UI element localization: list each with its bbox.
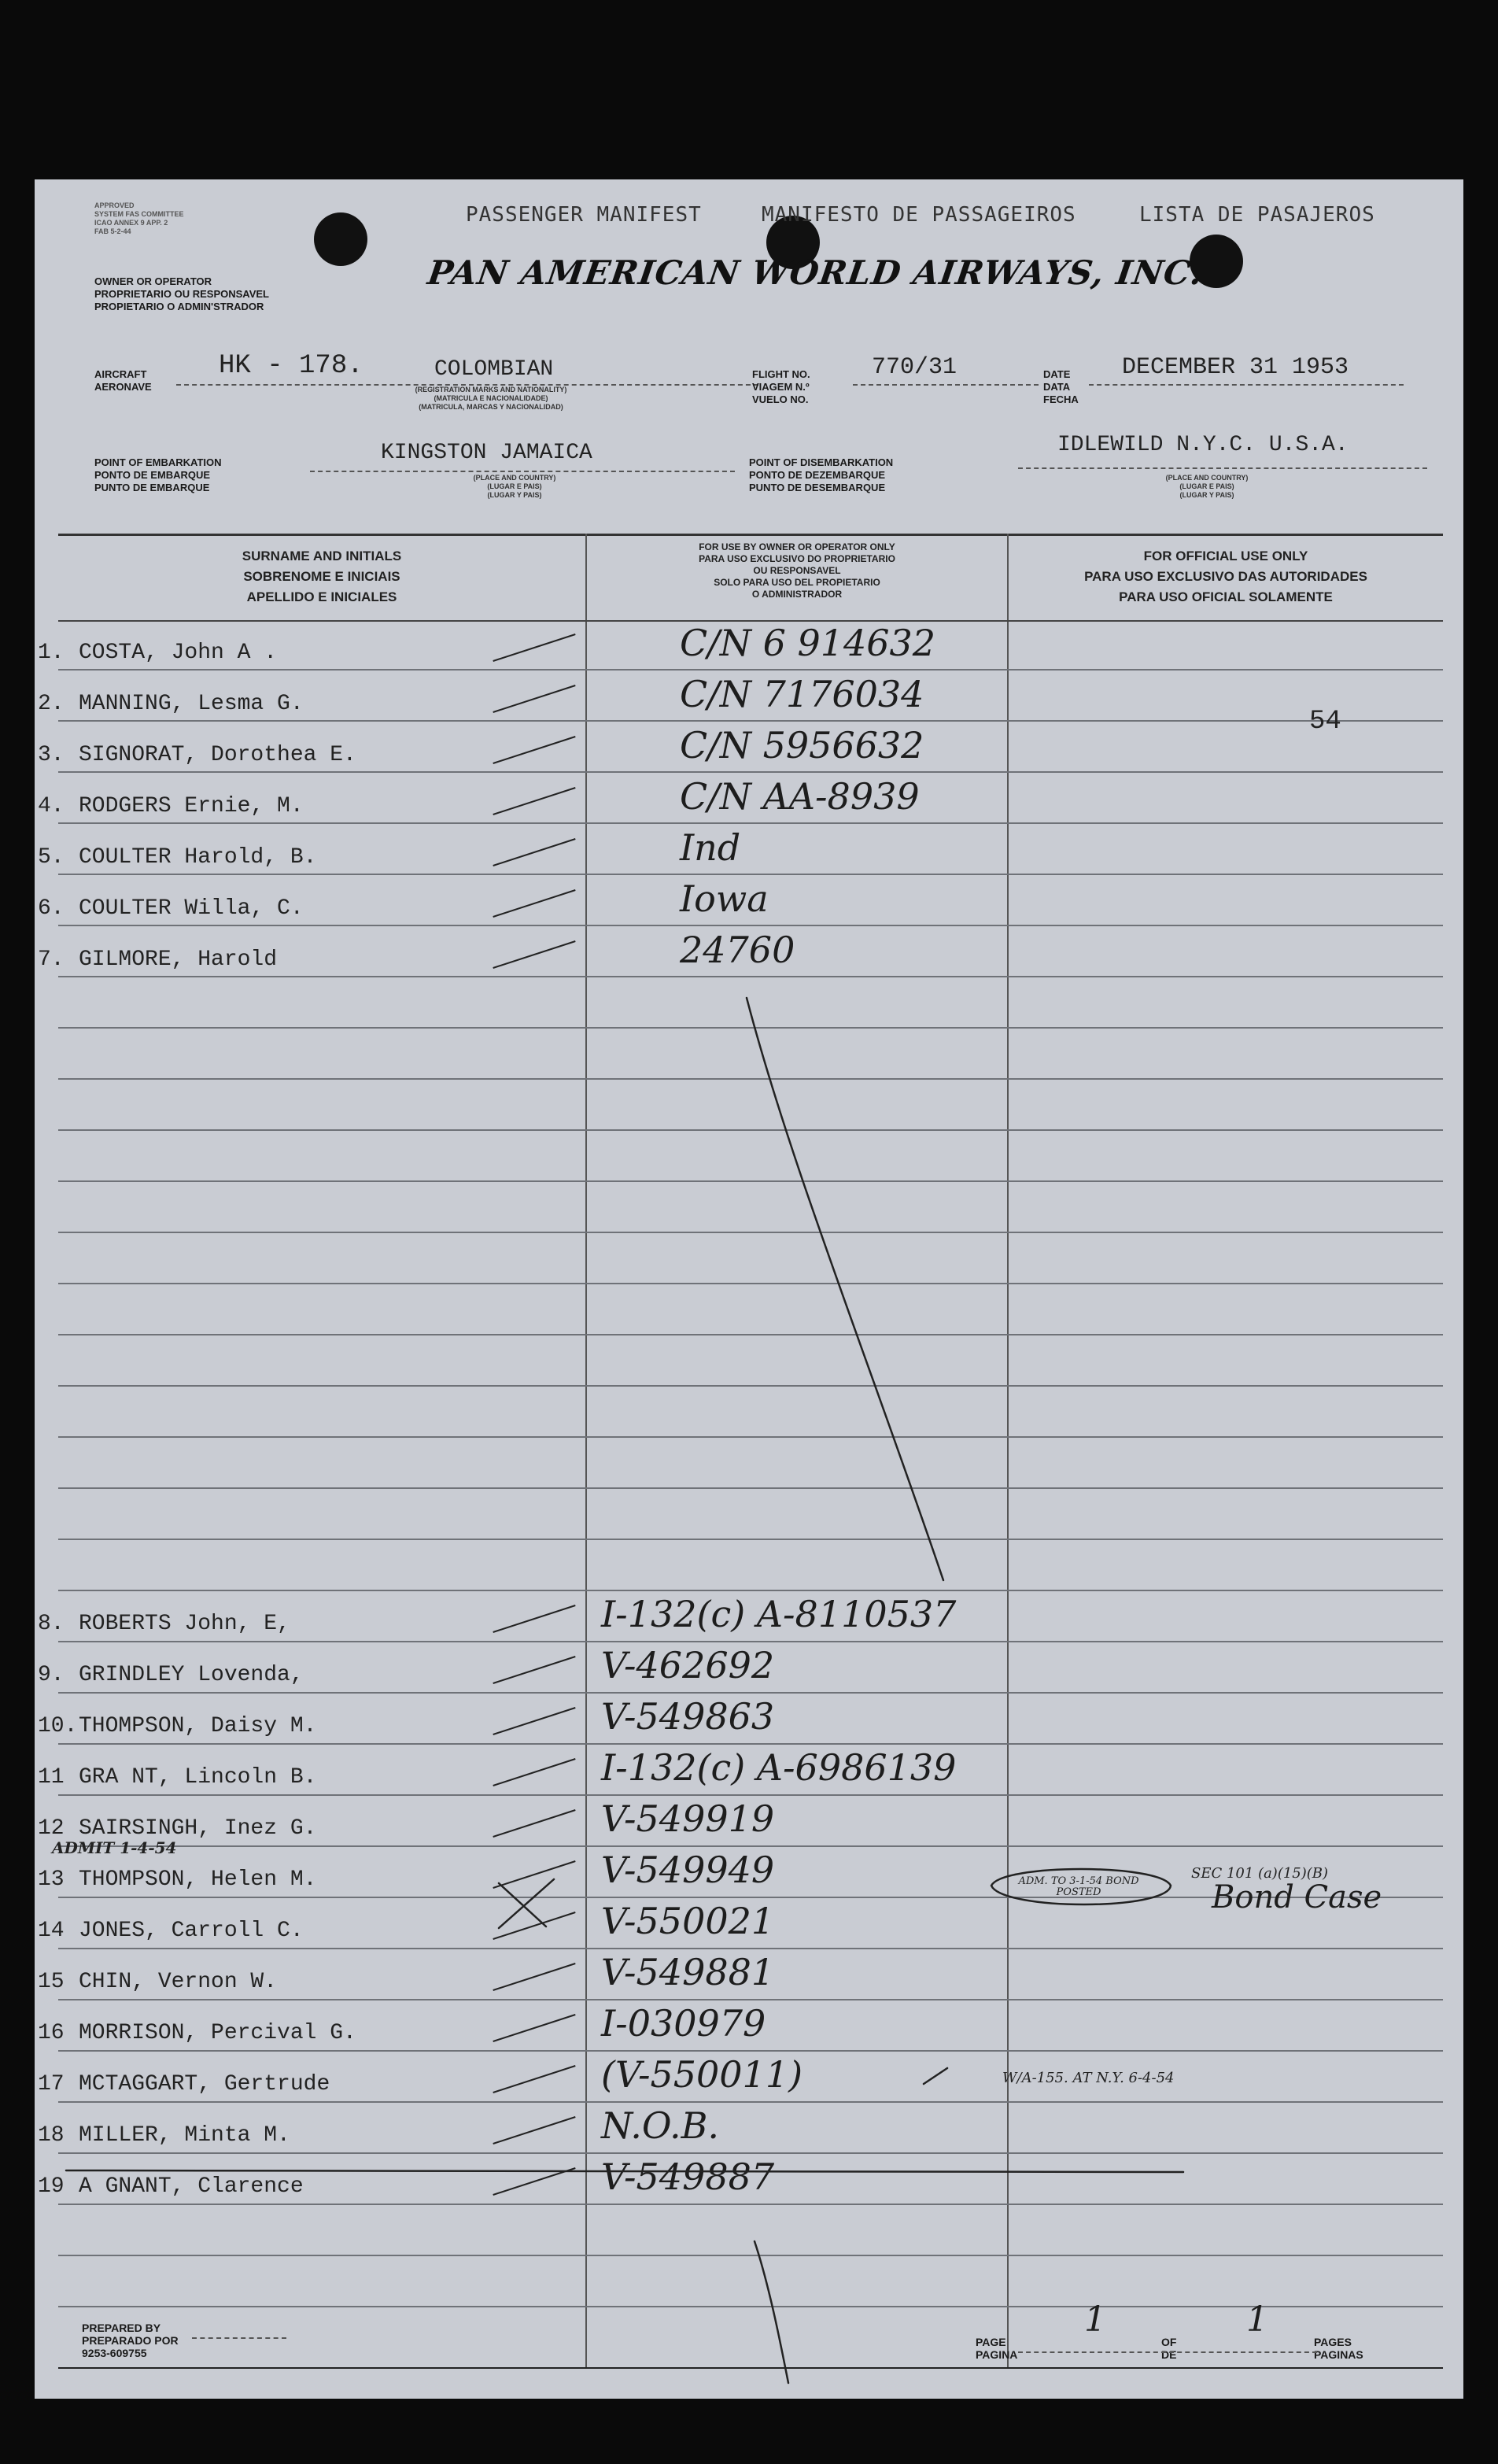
passenger-document: V-549881 bbox=[601, 1951, 775, 1993]
table-bottom-border bbox=[58, 2367, 1443, 2369]
disembark-label: POINT OF DISEMBARKATION PONTO DE DEZEMBARQUE PUNTO DE DESEMBARQUE bbox=[749, 456, 894, 493]
embark-place-label: (PLACE AND COUNTRY) (LUGAR E PAIS) (LUGAR Y PAIS) bbox=[473, 474, 556, 499]
passenger-name: SIGNORAT, Dorothea E. bbox=[79, 743, 356, 767]
passenger-document: V-549863 bbox=[601, 1695, 775, 1738]
airline-name: PAN AMERICAN WORLD AIRWAYS, INC. bbox=[425, 253, 1206, 292]
passenger-document: 24760 bbox=[680, 929, 795, 971]
flight-no-label: FLIGHT NO. VIAGEM N.º VUELO NO. bbox=[752, 368, 810, 405]
admit-note: ADMIT 1-4-54 bbox=[52, 1838, 177, 1857]
passenger-document: N.O.B. bbox=[601, 2104, 719, 2147]
passenger-number: 9. bbox=[38, 1663, 65, 1687]
passenger-name: JONES, Carroll C. bbox=[79, 1919, 304, 1943]
passenger-document: V-549949 bbox=[601, 1849, 775, 1891]
passenger-number: 1. bbox=[38, 641, 65, 665]
official-count-54: 54 bbox=[1309, 707, 1341, 737]
passenger-document: V-550021 bbox=[601, 1900, 775, 1942]
passenger-document: I-132(c) A-6986139 bbox=[601, 1746, 957, 1789]
passenger-document: (V-550011) bbox=[601, 2053, 803, 2096]
wa-note: W/A-155. AT N.Y. 6-4-54 bbox=[1002, 2070, 1175, 2086]
passenger-number: 17 bbox=[38, 2072, 65, 2096]
passenger-document: C/N AA-8939 bbox=[680, 775, 920, 818]
bond-case-note: Bond Case bbox=[1212, 1879, 1382, 1915]
passenger-name: GRINDLEY Lovenda, bbox=[79, 1663, 304, 1687]
passenger-number: 11 bbox=[38, 1765, 65, 1790]
passenger-name: MCTAGGART, Gertrude bbox=[79, 2072, 330, 2096]
passenger-number: 10. bbox=[38, 1714, 78, 1738]
passenger-name: MILLER, Minta M. bbox=[79, 2123, 290, 2148]
aircraft-label: AIRCRAFT AERONAVE bbox=[94, 368, 152, 393]
passenger-number: 12 bbox=[38, 1816, 65, 1841]
passenger-document: C/N 6 914632 bbox=[680, 622, 936, 664]
passenger-number: 16 bbox=[38, 2021, 65, 2045]
date-label: DATE DATA FECHA bbox=[1043, 368, 1079, 405]
manifest-sheet bbox=[35, 179, 1463, 2399]
passenger-number: 5. bbox=[38, 845, 65, 870]
bond-stamp: ADM. TO 3-1-54 BOND POSTED bbox=[1018, 1875, 1139, 1898]
embark-value: KINGSTON JAMAICA bbox=[381, 441, 592, 465]
passenger-name: GRA NT, Lincoln B. bbox=[79, 1765, 317, 1790]
passenger-document: V-549887 bbox=[601, 2156, 775, 2198]
pages-label: PAGES PAGINAS bbox=[1314, 2336, 1363, 2361]
handwriting-strokes bbox=[35, 179, 1463, 2399]
owner-labels: OWNER OR OPERATOR PROPRIETARIO OU RESPONSAVEL PROPIETARIO O ADMIN'STRADOR bbox=[94, 275, 269, 312]
prepared-by-label: PREPARED BY PREPARADO POR 9253-609755 bbox=[82, 2322, 179, 2359]
approved-block: APPROVED SYSTEM FAS COMMITTEE ICAO ANNEX 9 APP. 2 FAB 5-2-44 bbox=[94, 201, 184, 235]
passenger-document: I-132(c) A-8110537 bbox=[601, 1593, 957, 1635]
of-label: OF DE bbox=[1161, 2336, 1177, 2361]
passenger-number: 13 bbox=[38, 1867, 65, 1892]
title-en: PASSENGER MANIFEST bbox=[466, 203, 702, 227]
passenger-document: C/N 5956632 bbox=[680, 724, 924, 767]
passenger-document: V-549919 bbox=[601, 1797, 775, 1840]
paren-close-17 bbox=[924, 2068, 947, 2084]
page-line bbox=[1018, 2350, 1317, 2353]
passenger-name: SAIRSINGH, Inez G. bbox=[79, 1816, 317, 1841]
passenger-number: 15 bbox=[38, 1970, 65, 1994]
passenger-number: 3. bbox=[38, 743, 65, 767]
flight-no-value: 770/31 bbox=[872, 354, 957, 381]
passenger-name: GILMORE, Harold bbox=[79, 948, 278, 972]
passenger-document: Ind bbox=[680, 826, 741, 869]
passenger-document: C/N 7176034 bbox=[680, 673, 924, 715]
passenger-name: RODGERS Ernie, M. bbox=[79, 794, 304, 818]
disembark-place-label: (PLACE AND COUNTRY) (LUGAR E PAIS) (LUGAR Y PAIS) bbox=[1165, 474, 1249, 499]
column-header-surname: SURNAME AND INITIALS SOBRENOME E INICIAIS APELLIDO E INICIALES bbox=[242, 549, 402, 604]
page-label: PAGE PAGINA bbox=[976, 2336, 1018, 2361]
prepared-by-line bbox=[192, 2336, 286, 2339]
passenger-number: 19 bbox=[38, 2174, 65, 2199]
passenger-number: 6. bbox=[38, 896, 65, 921]
passenger-document: V-462692 bbox=[601, 1644, 775, 1686]
date-value: DECEMBER 31 1953 bbox=[1122, 354, 1349, 381]
passenger-number: 8. bbox=[38, 1612, 65, 1636]
passenger-number: 18 bbox=[38, 2123, 65, 2148]
title-pt: MANIFESTO DE PASSAGEIROS bbox=[762, 203, 1076, 227]
sec-note: SEC 101 (a)(15)(B) bbox=[1191, 1865, 1329, 1882]
strike-row-18 bbox=[66, 2170, 1183, 2172]
passenger-number: 4. bbox=[38, 794, 65, 818]
embark-label: POINT OF EMBARKATION PONTO DE EMBARQUE PUNTO DE EMBARQUE bbox=[94, 456, 222, 493]
aircraft-value: HK - 178. bbox=[219, 351, 363, 381]
passenger-name: THOMPSON, Helen M. bbox=[79, 1867, 317, 1892]
disembark-value: IDLEWILD N.Y.C. U.S.A. bbox=[1057, 433, 1349, 457]
passenger-name: CHIN, Vernon W. bbox=[79, 1970, 278, 1994]
passenger-document: Iowa bbox=[680, 877, 769, 920]
passenger-document: I-030979 bbox=[601, 2002, 766, 2045]
aircraft-nationality: COLOMBIAN bbox=[434, 357, 554, 382]
column-header-official-use: FOR OFFICIAL USE ONLY PARA USO EXCLUSIVO DAS AUTORIDADES PARA USO OFICIAL SOLAMENTE bbox=[1084, 549, 1367, 604]
passenger-name: THOMPSON, Daisy M. bbox=[79, 1714, 317, 1738]
passenger-number: 7. bbox=[38, 948, 65, 972]
page-value: 1 bbox=[1084, 2300, 1106, 2340]
passenger-name: MANNING, Lesma G. bbox=[79, 692, 304, 716]
passenger-number: 2. bbox=[38, 692, 65, 716]
ditto-line-upper bbox=[747, 998, 943, 1580]
passenger-name: A GNANT, Clarence bbox=[79, 2174, 304, 2199]
passenger-number: 14 bbox=[38, 1919, 65, 1943]
cross-mark-10 bbox=[499, 1879, 554, 1928]
registration-label: (REGISTRATION MARKS AND NATIONALITY) (MATRICULA E NACIONALIDADE) (MATRICULA, MARCAS Y NACIONALIDAD) bbox=[415, 386, 567, 411]
passenger-name: ROBERTS John, E, bbox=[79, 1612, 290, 1636]
passenger-name: COULTER Harold, B. bbox=[79, 845, 317, 870]
title-es: LISTA DE PASAJEROS bbox=[1139, 203, 1375, 227]
column-header-owner-use: FOR USE BY OWNER OR OPERATOR ONLY PARA USO EXCLUSIVO DO PROPRIETARIO OU RESPONSAVEL SOLO PARA USO DEL PROPIETARIO O ADMINISTRADOR bbox=[699, 541, 895, 600]
passenger-name: COULTER Willa, C. bbox=[79, 896, 304, 921]
ditto-line-lower bbox=[755, 2241, 788, 2383]
passenger-name: MORRISON, Percival G. bbox=[79, 2021, 356, 2045]
passenger-name: COSTA, John A . bbox=[79, 641, 278, 665]
of-value: 1 bbox=[1246, 2300, 1268, 2340]
